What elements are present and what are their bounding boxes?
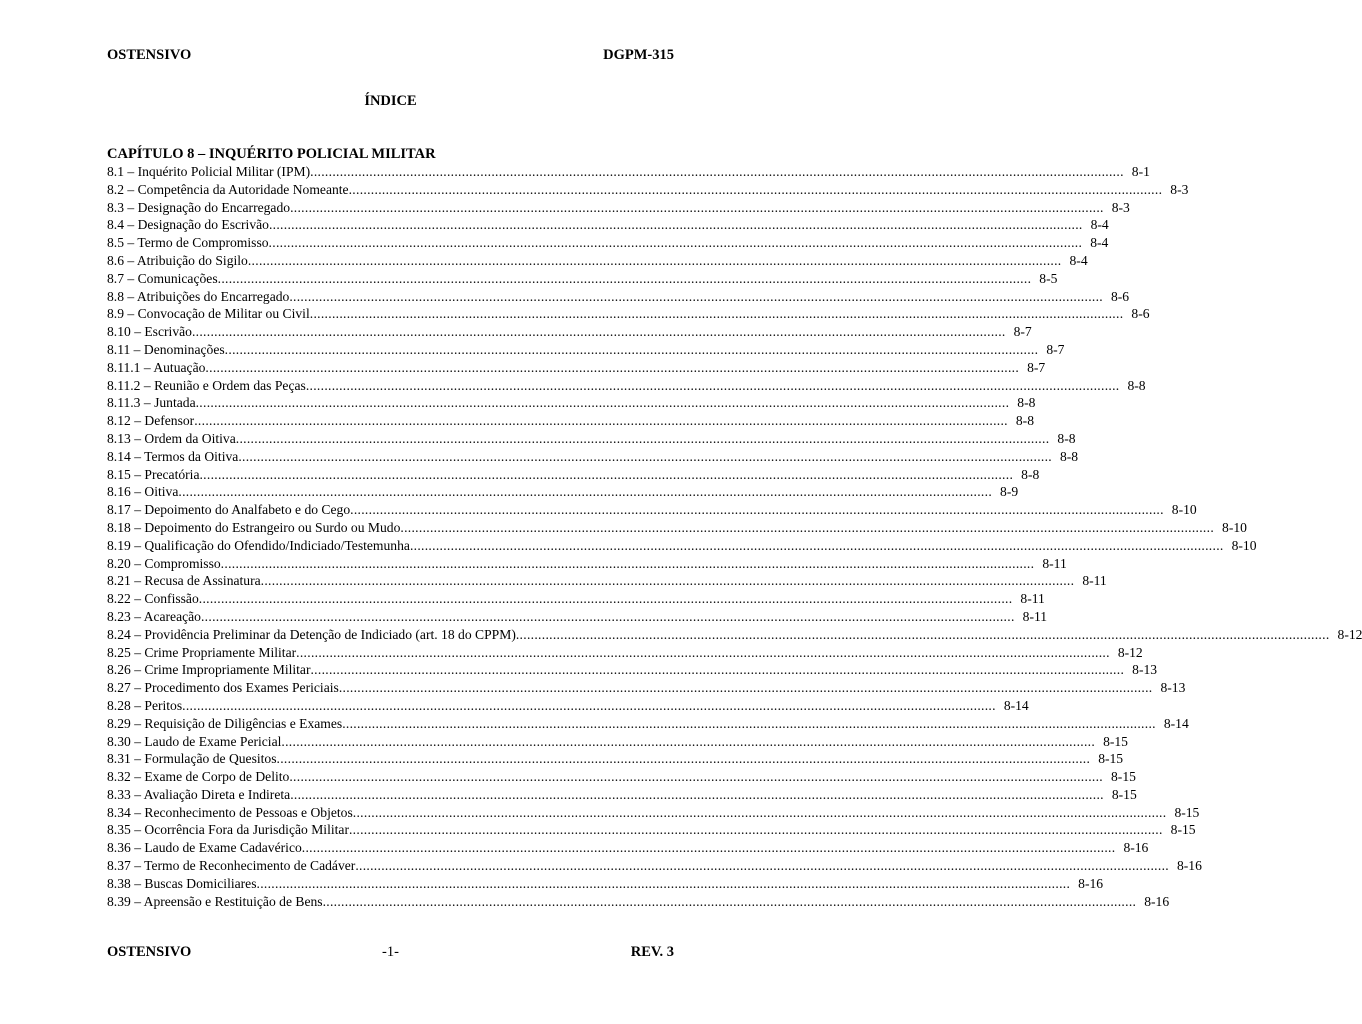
toc-entry-page: 8-11 [1042,555,1067,571]
toc-entry [107,359,1046,377]
toc-entry-label: 8.9 – Convocação de Militar ou Civil [107,306,310,322]
toc-entry-label: 8.26 – Crime Impropriamente Militar [107,662,311,678]
toc-dot-leader: ............................................................................................................................................................................................................................ [256,875,1071,891]
toc-entry-label: 8.13 – Ordem da Oitiva [107,430,236,446]
toc-entry-page: 8-14 [1163,715,1189,731]
toc-entry-page: 8-8 [1059,448,1079,464]
toc-entry-label: 8.22 – Confissão [107,591,199,607]
toc-dot-leader: ............................................................................................................................................................................................................................ [289,288,1103,304]
toc-entry-label: 8.34 – Reconhecimento de Pessoas e Objetos [107,804,353,820]
toc-entry [107,875,1104,893]
footer-revision: REV. 3 [630,944,674,960]
toc-entry [107,323,1032,341]
toc-entry-label: 8.18 – Depoimento do Estrangeiro ou Surdo ou Mudo [107,519,401,535]
toc-dot-leader: ............................................................................................................................................................................................................................ [309,306,1124,322]
toc-entry-page: 8-3 [1170,181,1189,197]
table-of-contents [107,163,1362,910]
toc-entry-label: 8.6 – Atribuição do Sigilo [107,252,248,268]
toc-dot-leader: ............................................................................................................................................................................................................................ [276,751,1091,767]
toc-entry-page: 8-7 [1013,324,1032,340]
footer-page-number: -1- [382,944,399,960]
toc-entry-page: 8-16 [1123,840,1149,856]
toc-entry-label: 8.10 – Escrivão [107,324,192,340]
toc-dot-leader: ............................................................................................................................................................................................................................ [289,769,1103,785]
toc-dot-leader: ............................................................................................................................................................................................................................ [355,858,1169,874]
toc-entry-label: 8.1 – Inquérito Policial Militar (IPM) [107,164,311,179]
toc-entry-label: 8.14 – Termos da Oitiva [107,448,239,464]
toc-entry [107,697,1029,715]
toc-entry [107,305,1150,323]
toc-dot-leader: ............................................................................................................................................................................................................................ [409,537,1224,553]
toc-entry-label: 8.31 – Formulação de Quesitos [107,751,277,767]
toc-entry-label: 8.30 – Laudo de Exame Pericial [107,733,282,749]
toc-dot-leader: ............................................................................................................................................................................................................................ [348,181,1163,197]
toc-entry [107,733,1128,751]
toc-dot-leader: ............................................................................................................................................................................................................................ [296,644,1110,660]
toc-dot-leader: ............................................................................................................................................................................................................................ [400,519,1215,535]
toc-entry-page: 8-14 [1003,697,1029,713]
toc-entry-label: 8.15 – Precatória [107,466,200,482]
toc-dot-leader: ............................................................................................................................................................................................................................ [268,235,1083,251]
toc-entry [107,644,1143,662]
toc-entry-page: 8-13 [1132,662,1158,678]
toc-entry-label: 8.24 – Providência Preliminar da Detenção de Indiciado (art. 18 do CPPM) [107,626,516,642]
toc-entry-label: 8.33 – Avaliação Direta e Indireta [107,786,291,802]
toc-entry [107,394,1036,412]
toc-entry [107,234,1109,252]
toc-entry [107,199,1130,217]
toc-dot-leader: ............................................................................................................................................................................................................................ [247,252,1062,268]
toc-entry [107,893,1170,911]
toc-entry-label: 8.11 – Denominações [107,341,225,357]
toc-entry-label: 8.16 – Oitiva [107,484,179,500]
toc-entry [107,786,1137,804]
toc-entry-page: 8-11 [1022,608,1048,624]
toc-entry [107,501,1197,519]
header-classification: OSTENSIVO [107,47,192,63]
toc-entry-label: 8.4 – Designação do Escrivão [107,217,269,233]
toc-entry-label: 8.11.3 – Juntada [107,395,196,411]
toc-dot-leader: ............................................................................................................................................................................................................................ [338,680,1153,696]
toc-dot-leader: ............................................................................................................................................................................................................................ [352,804,1167,820]
toc-entry-label: 8.25 – Crime Propriamente Militar [107,644,297,660]
toc-entry [107,537,1257,555]
toc-entry-page: 8-16 [1144,893,1170,909]
toc-entry-page: 8-15 [1174,804,1200,820]
toc-dot-leader: ............................................................................................................................................................................................................................ [200,608,1015,624]
toc-dot-leader: ............................................................................................................................................................................................................................ [238,448,1052,464]
toc-entry-label: 8.38 – Buscas Domiciliares [107,875,257,891]
toc-entry-page: 8-11 [1082,573,1107,589]
toc-entry-label: 8.39 – Apreensão e Restituição de Bens [107,893,323,909]
toc-entry [107,750,1124,768]
toc-dot-leader: ............................................................................................................................................................................................................................ [281,733,1096,749]
toc-entry-label: 8.36 – Laudo de Exame Cadavérico [107,840,302,856]
toc-entry-page: 8-16 [1078,875,1104,891]
toc-dot-leader: ............................................................................................................................................................................................................................ [268,217,1083,233]
toc-entry [107,430,1076,448]
toc-entry-page: 8-4 [1090,235,1109,251]
toc-entry-page: 8-5 [1039,270,1058,286]
toc-dot-leader: ............................................................................................................................................................................................................................ [342,715,1156,731]
index-title: ÍNDICE [364,93,417,109]
toc-entry [107,804,1200,822]
toc-entry [107,555,1067,573]
toc-entry-label: 8.35 – Ocorrência Fora da Jurisdição Militar [107,822,349,838]
toc-entry-page: 8-8 [1017,395,1036,411]
toc-dot-leader: ............................................................................................................................................................................................................................ [182,697,996,713]
toc-dot-leader: ............................................................................................................................................................................................................................ [198,591,1013,607]
toc-dot-leader: ............................................................................................................................................................................................................................ [322,893,1137,909]
toc-entry-label: 8.11.1 – Autuação [107,359,206,375]
toc-entry-page: 8-12 [1337,626,1362,642]
toc-entry [107,768,1136,786]
toc-entry-page: 8-8 [1057,430,1076,446]
toc-entry [107,288,1130,306]
toc-entry-label: 8.17 – Depoimento do Analfabeto e do Cego [107,502,351,518]
toc-entry-label: 8.8 – Atribuições do Encarregado [107,288,290,304]
toc-entry [107,181,1189,199]
toc-entry-label: 8.29 – Requisição de Diligências e Exames [107,715,343,731]
toc-entry-label: 8.37 – Termo de Reconhecimento de Cadáver [107,858,356,874]
toc-entry-page: 8-8 [1015,413,1034,429]
toc-entry-page: 8-11 [1020,591,1045,607]
toc-entry-label: 8.19 – Qualificação do Ofendido/Indiciado/Testemunha [107,537,410,553]
toc-dot-leader: ............................................................................................................................................................................................................................ [260,573,1075,589]
toc-entry [107,270,1058,288]
toc-entry [107,572,1107,590]
toc-dot-leader: ............................................................................................................................................................................................................................ [195,395,1010,411]
page-footer [107,943,674,961]
toc-dot-leader: ............................................................................................................................................................................................................................ [199,466,1014,482]
toc-dot-leader: ............................................................................................................................................................................................................................ [194,413,1008,429]
toc-entry [107,448,1079,466]
toc-entry [107,821,1196,839]
toc-dot-leader: ............................................................................................................................................................................................................................ [290,199,1104,215]
toc-dot-leader: ............................................................................................................................................................................................................................ [515,626,1330,642]
toc-entry-page: 8-10 [1222,519,1247,535]
toc-entry [107,163,1150,181]
toc-dot-leader: ............................................................................................................................................................................................................................ [301,840,1116,856]
toc-entry-label: 8.32 – Exame de Corpo de Delito [107,769,290,785]
toc-entry-page: 8-8 [1127,377,1146,393]
toc-dot-leader: ............................................................................................................................................................................................................................ [310,164,1124,179]
toc-entry-page: 8-15 [1103,733,1128,749]
toc-entry [107,466,1040,484]
toc-entry [107,412,1034,430]
toc-entry-label: 8.7 – Comunicações [107,270,218,286]
toc-dot-leader: ............................................................................................................................................................................................................................ [290,786,1104,802]
toc-dot-leader: ............................................................................................................................................................................................................................ [224,341,1039,357]
toc-entry-page: 8-10 [1171,502,1197,518]
toc-entry [107,590,1045,608]
toc-entry [107,626,1362,644]
toc-entry [107,715,1189,733]
toc-entry-page: 8-7 [1046,341,1065,357]
toc-entry [107,483,1019,501]
toc-entry-page: 8-3 [1111,199,1130,215]
header-document-code: DGPM-315 [603,47,674,63]
footer-classification: OSTENSIVO [107,944,192,960]
toc-dot-leader: ............................................................................................................................................................................................................................ [348,822,1163,838]
toc-entry-label: 8.2 – Competência da Autoridade Nomeante [107,181,349,197]
toc-entry-page: 8-9 [1000,484,1019,500]
toc-entry-page: 8-4 [1069,252,1088,268]
toc-dot-leader: ............................................................................................................................................................................................................................ [191,324,1006,340]
toc-entry-page: 8-15 [1111,769,1136,785]
toc-entry-label: 8.23 – Acareação [107,608,201,624]
toc-entry-page: 8-15 [1111,786,1137,802]
toc-entry-page: 8-6 [1110,288,1130,304]
toc-entry-page: 8-15 [1170,822,1196,838]
toc-entry-page: 8-4 [1090,217,1109,233]
toc-entry [107,661,1158,679]
toc-entry-page: 8-1 [1131,164,1150,179]
chapter-heading: CAPÍTULO 8 – INQUÉRITO POLICIAL MILITAR [107,146,436,162]
toc-entry-page: 8-15 [1098,751,1124,767]
toc-entry [107,341,1065,359]
toc-entry [107,608,1048,626]
toc-entry-label: 8.20 – Compromisso [107,555,221,571]
toc-entry [107,857,1202,875]
toc-entry-label: 8.27 – Procedimento dos Exames Periciais [107,680,339,696]
toc-entry [107,252,1088,270]
toc-entry-page: 8-6 [1131,306,1150,322]
toc-entry [107,377,1146,395]
toc-entry-page: 8-8 [1021,466,1040,482]
toc-entry-page: 8-16 [1176,858,1202,874]
toc-entry-label: 8.11.2 – Reunião e Ordem das Peças [107,377,306,393]
toc-entry-page: 8-10 [1231,537,1257,553]
toc-entry-label: 8.12 – Defensor [107,413,195,429]
toc-entry-label: 8.3 – Designação do Encarregado [107,199,291,215]
toc-entry-page: 8-12 [1117,644,1143,660]
toc-entry-label: 8.28 – Peritos [107,697,183,713]
toc-entry [107,679,1186,697]
toc-dot-leader: ............................................................................................................................................................................................................................ [217,270,1032,286]
toc-dot-leader: ............................................................................................................................................................................................................................ [310,662,1125,678]
toc-dot-leader: ............................................................................................................................................................................................................................ [220,555,1035,571]
toc-entry-page: 8-13 [1160,680,1186,696]
toc-dot-leader: ............................................................................................................................................................................................................................ [205,359,1020,375]
toc-entry-label: 8.21 – Recusa de Assinatura [107,573,261,589]
page-header [107,46,674,64]
toc-entry [107,216,1109,234]
toc-entry [107,839,1149,857]
toc-entry-page: 8-7 [1027,359,1046,375]
toc-entry [107,519,1247,537]
toc-dot-leader: ............................................................................................................................................................................................................................ [178,484,993,500]
toc-dot-leader: ............................................................................................................................................................................................................................ [350,502,1164,518]
toc-entry-label: 8.5 – Termo de Compromisso [107,235,269,251]
toc-dot-leader: ............................................................................................................................................................................................................................ [305,377,1120,393]
toc-dot-leader: ............................................................................................................................................................................................................................ [235,430,1050,446]
